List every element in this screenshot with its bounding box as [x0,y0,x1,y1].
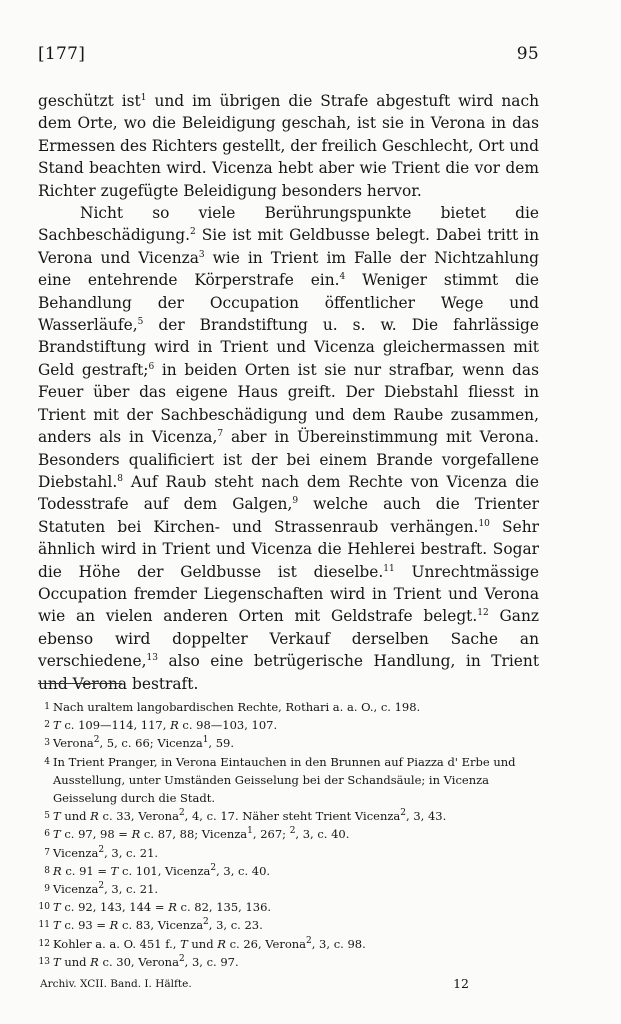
text-run: und [60,954,91,969]
footnote-ref: 1 [247,826,253,837]
footnote-number: 3 [44,738,50,749]
footnotes [38,698,539,971]
abbrev-italic: R [168,900,177,915]
footnote [38,916,539,934]
footnote-number: 12 [38,938,50,949]
footnote-number: 10 [38,902,50,913]
text-run: c. 97, 98 = [60,827,132,842]
footnote [38,698,539,716]
text-run: und [60,809,91,824]
footnote-ref: 6 [148,361,155,372]
text-run: Nach uraltem langobardischen Rechte, Rothari a. a. O., c. 198. [53,700,421,714]
running-header [38,44,539,68]
text-run: , 3, c. 40. [295,827,350,842]
text-run: c. 83, Vicenza [118,918,204,933]
footnote-ref: 2 [203,917,209,928]
text-run: wie in Trient im Falle der Nichtzahlung eine entehrende Körperstrafe ein. [38,248,539,290]
abbrev-italic: T [53,900,61,915]
text-run: , 5, c. 66; Vicenza [99,736,203,751]
text-run: , 3, 43. [406,809,447,824]
text-run: c. 91 = [61,863,111,878]
page-footer [40,976,469,996]
text-run: , 4, c. 17. Näher steht Trient Vicenza [184,809,401,824]
footnote [38,844,539,862]
text-run: c. 30, Verona [98,954,179,969]
text-run: , 3, c. 23. [208,918,263,933]
page-number: 95 [516,44,539,64]
footnote-ref: 2 [178,954,185,965]
text-run: Sie ist mit Geldbusse belegt. Dabei tritt in Verona und Vicenza [38,226,539,267]
abbrev-italic: T [180,936,188,951]
footnote-number: 1 [44,702,50,712]
text-run: c. 82, 135, 136. [176,900,272,915]
page-code: [177] [38,44,86,64]
footnote-ref: 2 [289,826,296,837]
paragraph-1 [38,90,539,202]
text-run: Auf Raub steht nach dem Rechte von Vicenza die Todesstrafe auf dem Galgen, [38,472,539,514]
footnote-ref: 10 [478,518,490,529]
abbrev-italic: R [217,936,226,951]
text-run: aber in Übereinstimmung mit Verona. Besonders qualificiert ist der bei einem Brande vorgefallene Diebstahl. [38,428,539,491]
text-run: , 3, c. 97. [184,954,239,969]
text-run: in beiden Orten ist sie nur strafbar, wenn das Feuer über das eigene Haus greift. Der Diebstahl fliesst in Trient mit der Sachbeschädigung und dem Raube zusammen, anders als in Vicenza, [38,360,539,447]
footnote-ref: 7 [217,428,224,439]
abbrev-italic: T [53,954,61,969]
footnote-ref: 2 [98,844,105,855]
footnote-ref: 2 [400,808,407,819]
abbrev-italic: R [53,863,62,878]
text-run: Kohler a. a. O. 451 f., [53,936,181,951]
footnote-ref: 2 [306,935,312,946]
text-run: In Trient Pranger, in Verona Eintauchen in den Brunnen auf Piazza d' Erbe und Ausstellung, unter Umständen Geisselung bei der Schandsäule; in Vicenza Geisselung durch die Stadt. [53,754,516,806]
text-run: , 3, c. 40. [216,863,271,878]
abbrev-italic: R [90,954,99,969]
text-run: , 3, c. 98. [311,936,366,951]
paragraph-2 [38,202,539,695]
abbrev-italic: R [170,718,179,733]
footnote [38,880,539,898]
text-run: Unrechtmässige Occupation fremder Liegenschaften wird in Trient und Verona wie an vielen anderen Orten mit Geldstrafe belegt. [38,562,539,626]
footnote-number: 6 [44,829,50,840]
footnote [38,862,539,880]
footnote [38,935,539,953]
abbrev-italic: T [53,918,61,933]
text-run: geschützt ist [38,92,141,110]
footnote-number: 9 [44,884,50,895]
main-text [38,90,539,695]
footnote-number: 8 [44,865,50,876]
footnote-ref: 1 [140,92,147,103]
footnote-ref: 1 [202,735,209,746]
footnote [38,825,539,843]
abbrev-italic: R [131,827,141,842]
text-run: c. 101, Vicenza [118,863,211,878]
footnote-number: 11 [38,920,50,931]
text-run: c. 98—103, 107. [178,718,278,733]
text-run: der Brandstiftung u. s. w. Die fahrlässige Brandstiftung wird in Trient und Vicenza gleichermassen mit Geld gestraft; [38,316,539,379]
text-run: c. 87, 88; Vicenza [140,827,248,842]
text-run: c. 109—114, 117, [60,718,171,733]
text-run: also eine betrügerische Handlung, in Trient und Verona bestraft. [38,652,539,693]
text-run: c. 92, 143, 144 = [60,900,169,915]
footnote-ref: 8 [117,473,123,484]
abbrev-italic: T [110,863,119,878]
footnote-ref: 4 [339,272,346,283]
footnote-number: 4 [44,756,50,767]
footnote-number: 13 [38,956,50,967]
text-run: und im übrigen die Strafe abgestuft wird nach dem Orte, wo die Beleidigung geschah, ist sie in Verona in das Ermessen des Richters gestellt, der freilich Geschlecht, Ort und Stand beachten wird. Vicenza hebt aber wie Trient die vor dem Richter zugefügte Beleidigung besonders hervor. [38,92,539,200]
footnote-ref: 9 [292,496,299,507]
abbrev-italic: R [90,809,99,824]
footnote-ref: 13 [146,653,158,664]
signature-line: Archiv. XCII. Band. I. Hälfte. [40,978,192,990]
footnote-number: 7 [44,847,50,858]
text-run: , 267; [252,827,290,842]
text-run: c. 93 = [60,918,110,933]
text-run: , 59. [208,736,235,751]
footnote-number: 2 [44,720,50,731]
footnote [38,734,539,752]
abbrev-italic: R [109,918,119,933]
text-run: , 3, c. 21. [104,845,159,860]
footnote-ref: 5 [137,316,144,327]
footnote-ref: 2 [98,881,105,892]
footnote-ref: 2 [190,227,196,238]
footnote-ref: 2 [210,863,217,873]
abbrev-italic: T [53,718,61,733]
footnote-number: 5 [44,811,50,822]
footnote [38,807,539,825]
footnote [38,953,539,971]
text-run: c. 33, Verona [98,809,179,824]
abbrev-italic: T [53,827,61,842]
footnote-divider [38,683,122,684]
text-run: Ganz ebenso wird doppelter Verkauf derselben Sache an verschiedene, [38,607,539,671]
text-run: Sehr ähnlich wird in Trient und Vicenza die Hehlerei bestraft. Sogar die Höhe der Geldbusse ist dieselbe. [38,517,539,581]
text-run: Vicenza [53,845,99,860]
footnote-ref: 2 [178,808,185,819]
text-run: Verona [53,736,94,751]
footnote [38,753,539,808]
signature-number: 12 [453,976,469,991]
text-run: Nicht so viele Berührungspunkte bietet die Sachbeschädigung. [38,204,539,245]
footnote-ref: 3 [198,249,205,260]
footnote [38,716,539,734]
text-run: , 3, c. 21. [104,882,159,897]
text-run: c. 26, Verona [225,936,307,951]
footnote-ref: 11 [383,563,395,574]
text-run: Weniger stimmt die Behandlung der Occupation öffentlicher Wege und Wasserläufe, [38,271,540,335]
abbrev-italic: T [53,809,61,824]
footnote-ref: 12 [477,608,489,619]
footnote [38,898,539,916]
footnote-ref: 2 [93,735,100,746]
text-run: und [187,936,218,951]
text-run: welche auch die Trienter Statuten bei Kirchen- und Strassenraub verhängen. [38,495,539,536]
text-run: Vicenza [53,882,99,897]
